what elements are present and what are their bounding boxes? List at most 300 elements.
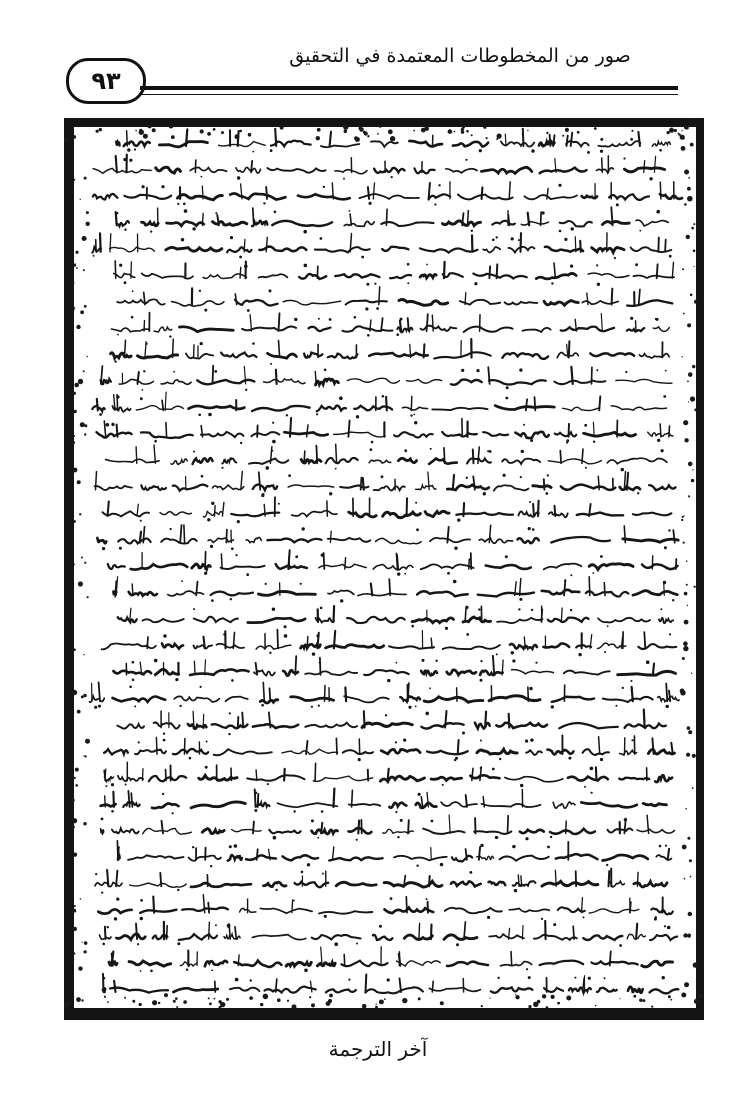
- handwritten-stroke: [611, 207, 612, 225]
- handwritten-stroke: [593, 422, 594, 436]
- handwritten-word: [168, 591, 204, 596]
- handwritten-word: [564, 671, 610, 675]
- handwritten-stroke: [509, 714, 510, 728]
- handwritten-stroke: [113, 792, 114, 807]
- handwritten-word: [253, 485, 277, 491]
- diacritic-dot: [163, 634, 166, 637]
- diacritic-dot: [635, 263, 638, 266]
- handwritten-stroke: [508, 816, 509, 834]
- scan-speckle: [642, 999, 645, 1002]
- diacritic-dot: [127, 148, 130, 151]
- handwritten-stroke: [334, 631, 335, 648]
- handwritten-word: [551, 537, 610, 543]
- handwritten-word: [616, 379, 672, 383]
- diacritic-dot: [132, 661, 135, 664]
- handwritten-stroke: [479, 847, 480, 860]
- scan-speckle: [75, 768, 79, 772]
- handwritten-stroke: [493, 656, 494, 675]
- handwritten-word: [513, 881, 536, 886]
- diacritic-dot: [230, 236, 233, 239]
- diacritic-dot: [663, 581, 666, 584]
- diacritic-dot: [379, 925, 382, 928]
- handwritten-stroke: [518, 875, 519, 886]
- diacritic-dot: [339, 396, 343, 400]
- handwritten-word: [441, 802, 477, 807]
- diacritic-dot: [659, 149, 662, 152]
- diacritic-dot: [98, 705, 101, 708]
- handwritten-stroke: [397, 555, 398, 569]
- handwritten-word: [161, 380, 191, 384]
- diacritic-dot: [415, 502, 417, 504]
- diacritic-dot: [397, 572, 400, 575]
- diacritic-dot: [474, 282, 477, 285]
- scan-speckle: [486, 137, 488, 139]
- diacritic-dot: [181, 238, 184, 241]
- diacritic-dot: [480, 844, 483, 847]
- scan-speckle: [686, 584, 688, 586]
- handwritten-word: [542, 881, 598, 886]
- handwritten-word: [180, 327, 234, 332]
- diacritic-dot: [479, 149, 482, 152]
- manuscript-line: [102, 630, 677, 657]
- scan-speckle: [277, 998, 281, 1002]
- diacritic-dot: [442, 784, 444, 786]
- handwritten-word: [376, 538, 422, 543]
- diacritic-dot: [525, 740, 528, 743]
- handwritten-word: [548, 459, 601, 464]
- handwritten-word: [256, 645, 291, 649]
- diacritic-dot: [456, 943, 459, 946]
- handwritten-word: [143, 619, 184, 622]
- handwritten-stroke: [96, 472, 97, 490]
- scan-speckle: [669, 128, 674, 133]
- handwritten-stroke: [315, 371, 316, 384]
- handwritten-stroke: [136, 447, 137, 464]
- handwritten-stroke: [589, 577, 590, 596]
- handwritten-word: [417, 591, 468, 596]
- diacritic-dot: [272, 608, 275, 611]
- scan-speckle: [292, 1004, 297, 1009]
- diacritic-dot: [272, 440, 276, 444]
- scan-speckle: [239, 130, 242, 133]
- handwritten-stroke: [528, 213, 529, 226]
- scan-speckle: [74, 307, 76, 309]
- diacritic-dot: [154, 440, 157, 443]
- diacritic-dot: [154, 659, 158, 663]
- diacritic-dot: [356, 943, 358, 945]
- handwritten-word: [130, 883, 187, 887]
- diacritic-dot: [189, 757, 192, 760]
- handwritten-word: [93, 194, 118, 200]
- scan-speckle: [73, 392, 76, 395]
- diacritic-dot: [210, 865, 212, 867]
- scan-speckle: [670, 999, 672, 1001]
- diacritic-dot: [584, 424, 587, 427]
- scan-speckle: [84, 950, 87, 953]
- diacritic-dot: [307, 863, 310, 866]
- diacritic-dot: [454, 759, 456, 761]
- manuscript-line: [108, 550, 678, 576]
- handwritten-stroke: [627, 473, 628, 490]
- scan-speckle: [74, 564, 75, 565]
- diacritic-dot: [664, 925, 666, 927]
- scan-speckle: [694, 999, 700, 1005]
- scan-speckle: [461, 128, 464, 131]
- handwritten-stroke: [363, 478, 364, 490]
- handwritten-stroke: [194, 661, 195, 675]
- diacritic-dot: [466, 633, 469, 636]
- handwritten-word: [101, 379, 111, 384]
- handwritten-stroke: [610, 951, 611, 965]
- diacritic-dot: [649, 177, 652, 180]
- diacritic-dot: [614, 257, 616, 259]
- scan-speckle: [686, 560, 688, 562]
- handwritten-stroke: [344, 954, 345, 965]
- diacritic-dot: [646, 660, 650, 664]
- handwritten-stroke: [431, 925, 432, 940]
- scan-speckle: [384, 998, 386, 1000]
- scan-speckle: [176, 1006, 178, 1008]
- handwritten-word: [167, 222, 204, 226]
- handwritten-stroke: [666, 684, 667, 702]
- diacritic-dot: [193, 451, 195, 453]
- handwritten-word: [383, 512, 421, 518]
- scan-speckle: [698, 994, 703, 999]
- handwritten-stroke: [107, 870, 108, 886]
- handwritten-word: [371, 141, 398, 147]
- diacritic-dot: [263, 202, 265, 204]
- handwritten-word: [384, 881, 442, 887]
- handwritten-stroke: [162, 400, 163, 410]
- handwritten-stroke: [137, 504, 138, 516]
- diacritic-dot: [531, 609, 533, 611]
- handwritten-word: [319, 564, 367, 568]
- diacritic-dot: [395, 811, 397, 813]
- handwritten-word: [272, 221, 332, 226]
- scan-speckle: [317, 128, 321, 132]
- handwritten-word: [652, 142, 670, 147]
- scan-speckle: [684, 203, 687, 206]
- diacritic-dot: [587, 151, 590, 154]
- diacritic-dot: [659, 845, 662, 848]
- diacritic-dot: [583, 916, 585, 918]
- diacritic-dot: [672, 599, 674, 601]
- handwritten-word: [309, 327, 331, 331]
- diacritic-dot: [204, 309, 207, 312]
- manuscript-line: [92, 392, 666, 418]
- diacritic-dot: [655, 318, 657, 320]
- scan-speckle: [687, 323, 691, 327]
- handwritten-word: [171, 459, 187, 465]
- handwritten-word: [650, 989, 679, 993]
- scan-speckle: [490, 998, 491, 999]
- diacritic-dot: [95, 873, 97, 875]
- diacritic-dot: [179, 705, 181, 707]
- scan-speckle: [692, 787, 694, 789]
- handwritten-word: [249, 459, 288, 464]
- handwritten-word: [328, 538, 371, 542]
- handwritten-word: [548, 750, 574, 755]
- scan-speckle: [80, 310, 84, 314]
- handwritten-stroke: [235, 927, 236, 939]
- handwritten-word: [533, 486, 551, 488]
- handwritten-word: [208, 538, 233, 542]
- diacritic-dot: [210, 545, 213, 548]
- scan-speckle: [686, 235, 690, 239]
- handwritten-word: [592, 247, 624, 252]
- diacritic-dot: [631, 739, 633, 741]
- diacritic-dot: [382, 395, 385, 398]
- diacritic-dot: [142, 185, 145, 188]
- handwritten-word: [543, 644, 569, 648]
- diacritic-dot: [275, 889, 277, 891]
- handwritten-stroke: [612, 289, 613, 305]
- diacritic-dot: [193, 608, 195, 610]
- handwritten-word: [155, 669, 178, 674]
- handwritten-stroke: [389, 579, 390, 595]
- handwritten-word: [336, 882, 376, 886]
- scan-speckle: [687, 605, 688, 606]
- handwritten-stroke: [116, 871, 117, 887]
- handwritten-word: [597, 988, 617, 992]
- handwritten-word: [552, 697, 594, 702]
- scan-speckle: [227, 998, 229, 1000]
- scan-speckle: [73, 263, 76, 266]
- handwritten-stroke: [444, 262, 445, 278]
- handwritten-word: [246, 537, 261, 542]
- diacritic-dot: [131, 316, 134, 319]
- handwritten-word: [344, 696, 389, 702]
- handwritten-word: [421, 564, 474, 569]
- handwritten-word: [191, 883, 251, 887]
- diacritic-dot: [208, 413, 212, 417]
- diacritic-dot: [529, 501, 531, 503]
- diacritic-dot: [227, 924, 231, 928]
- handwritten-word: [110, 247, 155, 252]
- diacritic-dot: [661, 449, 664, 452]
- handwritten-stroke: [116, 212, 117, 225]
- handwritten-stroke: [144, 321, 145, 332]
- diacritic-dot: [462, 732, 465, 735]
- handwritten-stroke: [117, 425, 118, 437]
- handwritten-word: [553, 802, 575, 808]
- handwritten-word: [349, 804, 380, 806]
- handwritten-stroke: [253, 822, 254, 834]
- diacritic-dot: [104, 996, 106, 998]
- handwritten-word: [292, 511, 337, 517]
- diacritic-dot: [237, 176, 240, 179]
- diacritic-dot: [240, 442, 242, 444]
- handwritten-word: [328, 591, 354, 595]
- handwritten-stroke: [408, 820, 409, 833]
- diacritic-dot: [334, 942, 338, 946]
- diacritic-dot: [465, 159, 467, 161]
- diacritic-dot: [535, 662, 537, 664]
- diacritic-dot: [416, 528, 419, 531]
- handwritten-stroke: [205, 660, 206, 675]
- diacritic-dot: [99, 413, 102, 416]
- handwritten-stroke: [270, 688, 271, 701]
- handwritten-stroke: [550, 135, 551, 146]
- diacritic-dot: [530, 439, 533, 442]
- handwritten-word: [291, 697, 334, 701]
- diacritic-dot: [512, 659, 515, 662]
- handwritten-stroke: [560, 451, 561, 464]
- manuscript-line: [112, 313, 670, 338]
- manuscript-line: [101, 366, 672, 391]
- handwritten-stroke: [238, 955, 239, 966]
- handwritten-stroke: [215, 506, 216, 516]
- diacritic-dot: [288, 474, 291, 477]
- handwritten-word: [202, 829, 224, 834]
- handwritten-stroke: [321, 823, 322, 834]
- diacritic-dot: [261, 494, 264, 497]
- handwritten-stroke: [136, 924, 137, 940]
- diacritic-dot: [387, 978, 390, 981]
- scan-speckle: [75, 251, 78, 254]
- diacritic-dot: [408, 706, 411, 709]
- diacritic-dot: [600, 758, 603, 761]
- scan-speckle: [147, 124, 151, 128]
- diacritic-dot: [541, 918, 543, 920]
- scan-speckle: [690, 294, 693, 297]
- diacritic-dot: [574, 977, 576, 979]
- handwritten-word: [313, 776, 373, 781]
- scan-speckle: [693, 223, 695, 225]
- diacritic-dot: [457, 518, 460, 521]
- handwritten-stroke: [429, 876, 430, 886]
- handwritten-stroke: [154, 445, 155, 463]
- diacritic-dot: [426, 898, 428, 900]
- diacritic-dot: [519, 368, 522, 371]
- diacritic-dot: [316, 413, 318, 415]
- diacritic-dot: [335, 468, 337, 470]
- handwritten-word: [447, 962, 488, 966]
- handwritten-word: [252, 406, 310, 411]
- handwritten-word: [544, 564, 582, 570]
- scan-speckle: [551, 995, 555, 999]
- manuscript-line: [97, 525, 678, 550]
- handwritten-word: [128, 855, 183, 860]
- scan-speckle: [311, 1003, 315, 1007]
- diacritic-dot: [662, 976, 665, 979]
- handwritten-word: [248, 618, 305, 622]
- diacritic-dot: [318, 705, 320, 707]
- scan-speckle: [680, 690, 685, 695]
- diacritic-dot: [294, 318, 297, 321]
- handwritten-word: [416, 485, 436, 489]
- scan-speckle: [690, 876, 692, 878]
- diacritic-dot: [172, 812, 174, 814]
- handwritten-stroke: [524, 637, 525, 648]
- figure-caption: آخر الترجمة: [328, 1037, 428, 1061]
- diacritic-dot: [371, 441, 374, 444]
- scan-speckle: [684, 438, 688, 442]
- scan-speckle: [66, 999, 68, 1001]
- handwritten-word: [381, 749, 420, 753]
- diacritic-dot: [143, 370, 145, 372]
- scan-speckle: [481, 1005, 483, 1007]
- manuscript-line: [118, 606, 674, 630]
- diacritic-dot: [547, 846, 550, 849]
- handwritten-word: [618, 671, 676, 675]
- handwritten-word: [117, 299, 165, 304]
- diacritic-dot: [300, 583, 302, 585]
- diacritic-dot: [665, 845, 667, 847]
- scan-speckle: [344, 130, 348, 134]
- diacritic-dot: [177, 942, 180, 945]
- scan-speckle: [694, 586, 696, 588]
- scan-speckle: [287, 1000, 289, 1002]
- diacritic-dot: [200, 343, 202, 345]
- scan-speckle: [73, 410, 76, 413]
- handwritten-word: [269, 830, 300, 834]
- scan-speckle: [83, 755, 84, 756]
- diacritic-dot: [311, 819, 314, 822]
- handwritten-stroke: [257, 849, 258, 860]
- page-number: ٩٣: [91, 67, 121, 95]
- handwritten-word: [549, 512, 568, 517]
- diacritic-dot: [255, 792, 258, 795]
- diacritic-dot: [173, 371, 175, 373]
- handwritten-stroke: [602, 158, 603, 172]
- diacritic-dot: [453, 580, 457, 584]
- diacritic-dot: [387, 679, 390, 682]
- handwritten-word: [403, 407, 428, 410]
- diacritic-dot: [391, 176, 393, 178]
- handwritten-stroke: [307, 425, 308, 437]
- handwritten-word: [463, 617, 491, 622]
- scan-speckle: [213, 128, 216, 131]
- handwritten-stroke: [110, 234, 111, 252]
- diacritic-dot: [231, 679, 234, 682]
- handwritten-word: [660, 194, 682, 199]
- handwritten-word: [186, 353, 213, 358]
- handwritten-word: [259, 274, 288, 278]
- handwritten-word: [548, 618, 589, 622]
- handwritten-stroke: [263, 682, 264, 701]
- handwritten-stroke: [166, 423, 167, 437]
- scan-speckle: [688, 912, 692, 916]
- handwritten-stroke: [316, 446, 317, 464]
- handwritten-stroke: [505, 134, 506, 146]
- handwritten-word: [489, 380, 546, 384]
- diacritic-dot: [495, 836, 498, 839]
- handwritten-stroke: [115, 261, 116, 278]
- diacritic-dot: [422, 659, 425, 662]
- handwritten-stroke: [485, 712, 486, 728]
- handwritten-stroke: [173, 339, 174, 357]
- handwritten-stroke: [213, 366, 214, 384]
- scan-speckle: [329, 994, 333, 998]
- diacritic-dot: [266, 466, 270, 470]
- scan-speckle: [158, 1002, 160, 1004]
- handwritten-word: [119, 379, 153, 384]
- handwritten-word: [470, 775, 499, 778]
- diacritic-dot: [604, 651, 606, 653]
- handwritten-stroke: [334, 789, 335, 807]
- handwritten-word: [429, 194, 451, 199]
- diacritic-dot: [570, 609, 572, 611]
- handwritten-stroke: [644, 632, 645, 648]
- scan-speckle: [67, 1000, 71, 1004]
- diacritic-dot: [129, 159, 132, 162]
- scan-speckle: [693, 249, 696, 252]
- handwritten-word: [447, 670, 476, 675]
- handwritten-stroke: [660, 424, 661, 437]
- diacritic-dot: [270, 363, 272, 365]
- diacritic-dot: [103, 977, 106, 980]
